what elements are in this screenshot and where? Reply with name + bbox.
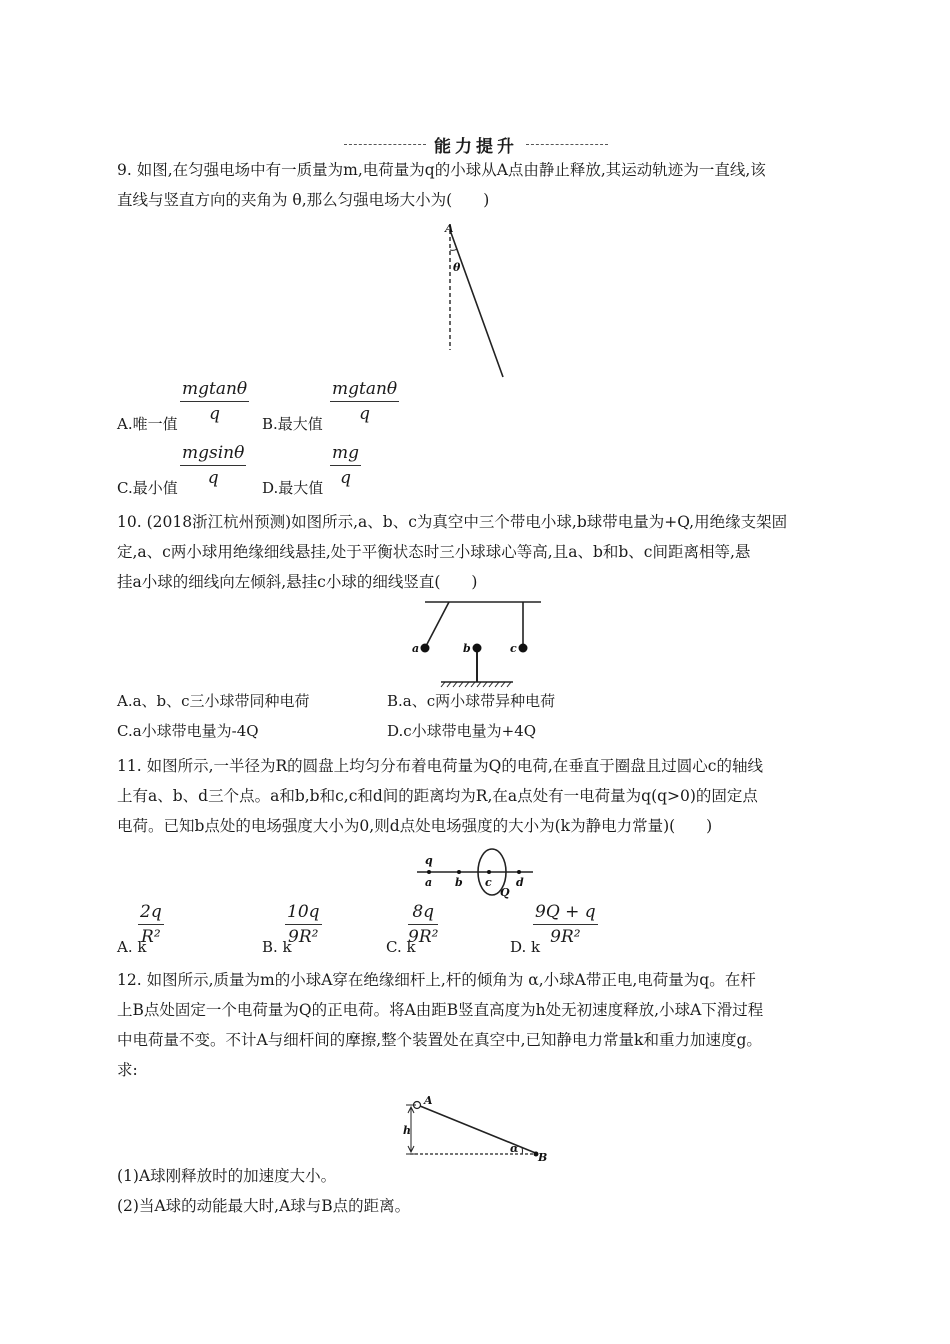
q12-label-h: h [403,1124,411,1137]
q9-option-a-num: mgtanθ [180,377,249,402]
q10-ball-a [421,644,430,653]
q9-option-c-fraction [180,441,246,490]
q9-option-d-den: q [340,468,351,488]
q11-label-b: b [455,876,463,889]
q11-option-a-den: R² [141,927,161,947]
q10-ball-b [473,644,482,653]
q9-option-a-fraction [180,377,249,426]
q11-label-d: d [516,876,524,889]
q11-option-c-num: 8q [408,900,438,925]
q10-label-c: c [510,642,517,655]
q10-thread-a [425,602,449,648]
q12-figure [402,1090,552,1166]
q9-option-b-label: B.最大值 [262,415,323,433]
q9-line2: 直线与竖直方向的夹角为 θ,那么匀强电场大小为( ) [117,191,490,209]
q10-line1: 10. (2018浙江杭州预测)如图所示,a、b、c为真空中三个带电小球,b球带电量为+Q,用绝缘支架固 [117,513,788,531]
title-left-rule [344,144,426,145]
q12-line1: 12. 如图所示,质量为m的小球A穿在绝缘细杆上,杆的倾角为 α,小球A带正电,电荷量为q。在杆 [117,971,756,989]
q9-option-b-num: mgtanθ [330,377,399,402]
q11-option-c-fraction [408,900,438,949]
q9-point-label: A [445,222,454,235]
q12-line2: 上B点处固定一个电荷量为Q的正电荷。将A由距B竖直高度为h处无初速度释放,小球A下滑过程 [117,1001,764,1019]
q9-trajectory-line [450,230,503,377]
q9-option-d-num: mg [330,441,361,466]
q11-option-d-label: D. k [510,938,541,956]
q12-label-B: B [538,1151,548,1164]
title-right-rule [526,144,608,145]
q11-line3: 电荷。已知b点处的电场强度大小为0,则d点处电场强度的大小为(k为静电力常量)( ) [117,817,713,835]
q10-ball-c [519,644,528,653]
q10-option-a: A.a、b、c三小球带同种电荷 [117,692,310,710]
q11-label-Q: Q [500,886,510,899]
q9-angle-label: θ [453,261,461,274]
q12-sub1: (1)A球刚释放时的加速度大小。 [117,1167,337,1185]
q9-line1: 9. 如图,在匀强电场中有一质量为m,电荷量为q的小球从A点由静止释放,其运动轨迹为一直线,该 [117,161,766,179]
q11-line2: 上有a、b、d三个点。a和b,b和c,c和d间的距离均为R,在a点处有一电荷量为q(q>0)的固定点 [117,787,758,805]
q11-option-a-num: 2q [138,900,164,925]
section-title [340,132,612,156]
q11-point-d [517,870,521,874]
q11-point-c [487,870,491,874]
q11-line1: 11. 如图所示,一半径为R的圆盘上均匀分布着电荷量为Q的电荷,在垂直于圈盘且过圆心c的轴线 [117,757,763,775]
q11-option-b-den: 9R² [288,927,319,947]
q11-label-a: a [425,876,433,889]
q10-option-d: D.c小球带电量为+4Q [387,722,537,740]
q11-option-d-den: 9R² [550,927,581,947]
q12-alpha-arc [522,1148,523,1154]
q12-line4: 求: [117,1061,138,1079]
q9-angle-arc [450,249,457,250]
q9-option-c-den: q [207,468,219,488]
q12-label-A: A [424,1094,433,1107]
q12-line3: 中电荷量不变。不计A与细杆间的摩擦,整个装置处在真空中,已知静电力常量k和重力加速度g。 [117,1031,762,1049]
q11-label-q: q [425,854,433,867]
q12-rod [420,1106,538,1154]
q11-option-c-den: 9R² [408,927,439,947]
q11-option-d-num: 9Q + q [533,900,598,925]
q11-option-b-fraction [285,900,322,949]
q9-option-a-den: q [209,404,221,424]
q10-label-b: b [463,642,471,655]
q10-line2: 定,a、c两小球用绝缘细线悬挂,处于平衡状态时三小球球心等高,且a、b和b、c间距离相等,悬 [117,543,751,561]
q11-option-a-label: A. k [117,938,147,956]
q11-option-c-label: C. k [386,938,416,956]
q9-option-c-label: C.最小值 [117,479,178,497]
q12-sub2: (2)当A球的动能最大时,A球与B点的距离。 [117,1197,411,1215]
q11-point-a [427,870,431,874]
q11-figure [415,846,545,898]
q9-option-d-fraction [330,441,361,490]
q12-label-alpha: α [510,1142,519,1155]
q11-option-d-fraction [533,900,598,949]
q11-label-c: c [485,876,492,889]
q11-option-b-num: 10q [285,900,322,925]
q10-figure [405,598,545,690]
q9-option-d-label: D.最大值 [262,479,324,497]
q9-option-c-num: mgsinθ [180,441,246,466]
q10-label-a: a [412,642,420,655]
q9-option-a-label: A.唯一值 [117,415,178,433]
q11-option-b-label: B. k [262,938,292,956]
q10-option-b: B.a、c两小球带异种电荷 [387,692,556,710]
q9-option-b-den: q [359,404,371,424]
q10-option-c: C.a小球带电量为-4Q [117,722,259,740]
section-title-label: 能力提升 [434,136,518,157]
q10-line3: 挂a小球的细线向左倾斜,悬挂c小球的细线竖直( ) [117,573,478,591]
q9-figure [430,222,520,387]
q11-option-a-fraction [138,900,164,949]
q9-option-b-fraction [330,377,399,426]
q11-point-b [457,870,461,874]
